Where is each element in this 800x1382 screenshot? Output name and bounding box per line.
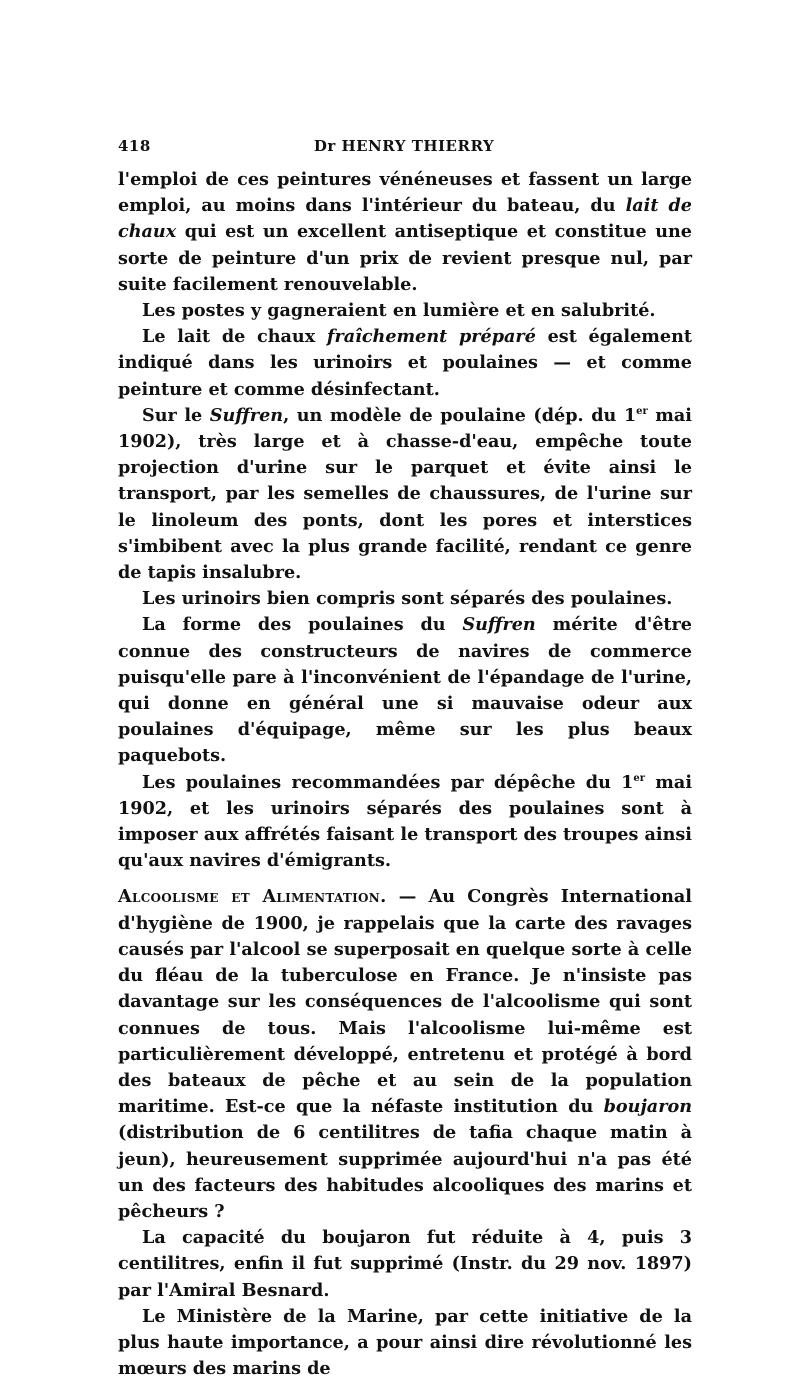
running-title: Dr HENRY THIERRY	[313, 137, 495, 155]
paragraph-9: La capacité du boujaron fut réduite à 4, puis 3 centilitres, enfin il fut supprimé (Instr. du 29 nov. 1897) par l'Amiral Besnard.	[118, 1227, 692, 1301]
paragraph-3	[118, 324, 692, 403]
paragraph-text: La forme des poulaines du	[142, 614, 463, 636]
body-text	[118, 167, 692, 1382]
paragraph-text: mérite d'être connue des constructeurs de navires de commerce puisqu'elle pare à l'inconvénient de l'épandage de l'urine, qui donne en général une si mauvaise odeur aux poulaines d'équipage, même sur les plus beaux paquebots.	[118, 614, 692, 767]
paragraph-10: Le Ministère de la Marine, par cette initiative de la plus haute importance, a pour ainsi dire révolutionné les mœurs des marins de	[118, 1305, 692, 1380]
paragraph-text: l'emploi de ces peintures vénéneuses et fassent un large emploi, au moins dans l'intérieur du bateau, du	[118, 169, 692, 217]
superscript: er	[633, 772, 646, 784]
paragraph-1	[118, 167, 692, 298]
paragraph-4	[118, 403, 692, 586]
paragraph-2: Les postes y gagneraient en lumière et en salubrité.	[142, 300, 656, 322]
paragraph-7	[118, 770, 692, 875]
emphasis-text: Suffren	[462, 614, 536, 636]
page-number: 418	[118, 137, 151, 155]
emphasis-text: fraîchement préparé	[326, 326, 536, 348]
emphasis-text: boujaron	[603, 1096, 692, 1118]
paragraph-text: Le lait de chaux	[142, 326, 327, 348]
paragraph-text: mai 1902), très large et à chasse-d'eau, empêche toute projection d'urine sur le parquet et évite ainsi le transport, par les semelles de chaussures, de l'urine sur le linoleum des ponts, dont les pores et interstices s'imbibent avec la plus grande facilité, rendant ce genre de tapis insalubre.	[118, 404, 692, 584]
paragraph-text: Sur le	[142, 404, 210, 426]
paragraph-text: mai 1902, et les urinoirs séparés des poulaines sont à imposer aux affrétés faisant le transport des troupes ainsi qu'aux navires d'émigrants.	[118, 771, 692, 872]
section-heading: Alcoolisme et Alimentation.	[118, 886, 387, 908]
paragraph-5: Les urinoirs bien compris sont séparés des poulaines.	[142, 588, 673, 610]
paragraph-text: (distribution de 6 centilitres de tafia chaque matin à jeun), heureusement supprimée aujourd'hui n'a pas été un des facteurs des habitudes alcooliques des marins et pêcheurs ?	[118, 1122, 692, 1222]
emphasis-text: lait de chaux	[118, 195, 693, 243]
emphasis-text: Suffren	[209, 404, 284, 426]
paragraph-text: — Au Congrès International d'hygiène de 1900, je rappelais que la carte des ravages causés par l'alcool se superposait en quelque sorte à celle du fléau de la tuberculose en France. Je n'insiste pas davantage sur les conséquences de l'alcoolisme qui sont connues de tous. Mais l'alcoolisme lui-même est particulièrement développé, entretenu et protégé à bord des bateaux de pêche et au sein de la population maritime. Est-ce que la néfaste institution du	[118, 886, 692, 1118]
paragraph-8	[118, 884, 692, 1225]
paragraph-6	[118, 612, 692, 769]
page-header	[118, 137, 690, 163]
paragraph-text: , un modèle de poulaine (dép. du 1	[283, 404, 637, 426]
paragraph-text: qui est un excellent antiseptique et constitue une sorte de peinture d'un prix de revient presque nul, par suite facilement renouvelable.	[118, 221, 692, 295]
paragraph-text: Les poulaines recommandées par dépêche du 1	[142, 771, 634, 793]
paragraph-text: est également indiqué dans les urinoirs et poulaines — et comme peinture et comme désinfectant.	[118, 326, 693, 400]
superscript: er	[636, 405, 648, 417]
